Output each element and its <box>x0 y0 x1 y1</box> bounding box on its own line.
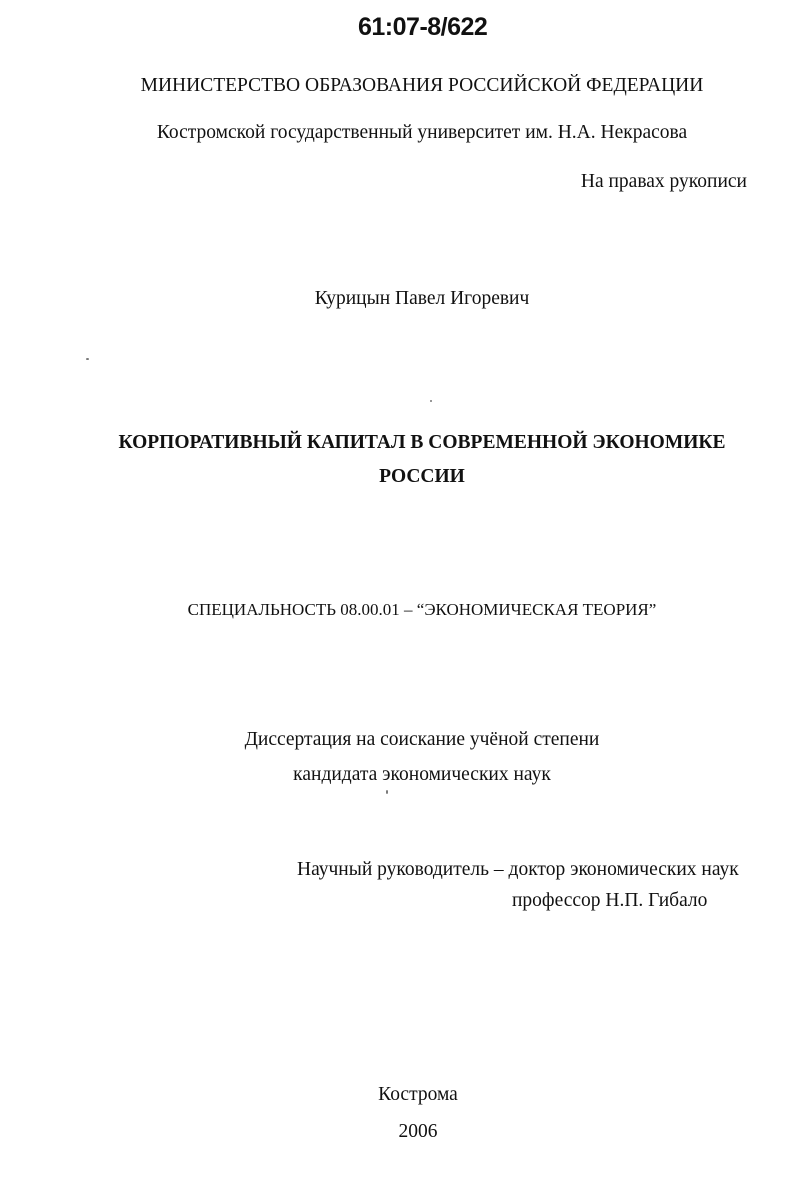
publication-year: 2006 <box>398 1121 438 1142</box>
scan-speck <box>430 400 432 402</box>
rights-notice: На правах рукописи <box>580 171 747 192</box>
scan-speck <box>86 358 89 360</box>
degree-line-1: Диссертация на соискание учёной степени <box>244 729 600 750</box>
supervisor-line-2: профессор Н.П. Гибало <box>512 890 708 911</box>
degree-line-2: кандидата экономических наук <box>293 764 551 785</box>
city-name: Кострома <box>378 1084 458 1105</box>
supervisor-line-1: Научный руководитель – доктор экономических наук <box>297 859 739 880</box>
dissertation-title-line-2: РОССИИ <box>379 466 465 487</box>
university-name: Костромской государственный университет им. Н.А. Некрасова <box>156 122 688 143</box>
specialty-line: СПЕЦИАЛЬНОСТЬ 08.00.01 – “ЭКОНОМИЧЕСКАЯ ТЕОРИЯ” <box>187 600 657 619</box>
ministry-heading: МИНИСТЕРСТВО ОБРАЗОВАНИЯ РОССИЙСКОЙ ФЕДЕРАЦИИ <box>140 75 704 96</box>
scan-speck <box>386 790 388 794</box>
catalog-number: 61:07-8/622 <box>358 13 488 41</box>
author-name: Курицын Павел Игоревич <box>314 288 530 309</box>
dissertation-title-line-1: КОРПОРАТИВНЫЙ КАПИТАЛ В СОВРЕМЕННОЙ ЭКОНОМИКЕ <box>118 432 726 453</box>
